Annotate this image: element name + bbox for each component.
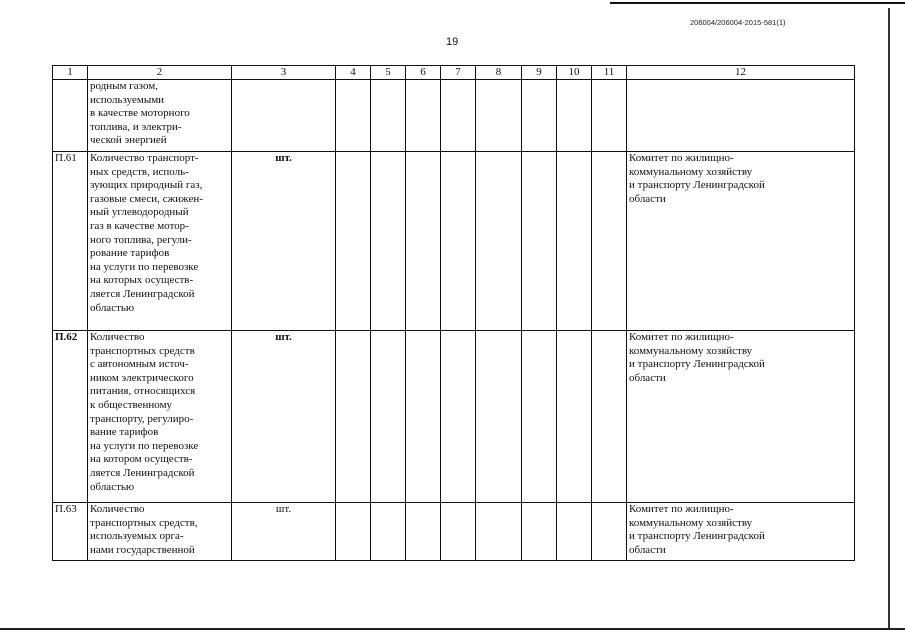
empty-cell <box>476 152 522 331</box>
empty-cell <box>522 80 557 152</box>
row-unit <box>232 80 336 152</box>
row-responsible <box>627 80 855 152</box>
empty-cell <box>592 503 627 561</box>
empty-cell <box>371 503 406 561</box>
row-description: Количество транспортных средств с автономным источ- ником электрического питания, относящихся к общественному транспорту, регулиро- вание тарифов на услуги по перевозке на котором осуществ- ляется Ленинградской областью <box>88 331 232 503</box>
empty-cell <box>336 331 371 503</box>
row-number: П.61 <box>53 152 88 331</box>
page-number: 19 <box>446 36 459 48</box>
empty-cell <box>557 152 592 331</box>
row-responsible: Комитет по жилищно- коммунальному хозяйству и транспорту Ленинградской области <box>627 152 855 331</box>
document-id: 206004/206004-2015-581(1) <box>690 18 786 27</box>
empty-cell <box>592 331 627 503</box>
scan-edge-bottom <box>0 628 905 630</box>
column-header: 10 <box>557 66 592 80</box>
column-header: 2 <box>88 66 232 80</box>
row-number <box>53 80 88 152</box>
empty-cell <box>557 331 592 503</box>
column-header: 12 <box>627 66 855 80</box>
row-unit: шт. <box>232 152 336 331</box>
empty-cell <box>522 503 557 561</box>
column-header: 4 <box>336 66 371 80</box>
empty-cell <box>406 80 441 152</box>
empty-cell <box>557 503 592 561</box>
empty-cell <box>371 331 406 503</box>
empty-cell <box>371 80 406 152</box>
indicators-table <box>52 65 855 561</box>
table-row <box>53 503 855 561</box>
empty-cell <box>476 503 522 561</box>
empty-cell <box>406 503 441 561</box>
empty-cell <box>336 503 371 561</box>
empty-cell <box>441 331 476 503</box>
row-number: П.62 <box>53 331 88 503</box>
empty-cell <box>592 80 627 152</box>
empty-cell <box>522 331 557 503</box>
empty-cell <box>441 80 476 152</box>
empty-cell <box>476 331 522 503</box>
table-row <box>53 80 855 152</box>
scan-edge-right <box>888 8 890 628</box>
empty-cell <box>406 152 441 331</box>
row-unit: шт. <box>232 503 336 561</box>
empty-cell <box>557 80 592 152</box>
row-description: Количество транспорт- ных средств, исполь- зующих природный газ, газовые смеси, сжижен- ный углеводородный газ в качестве мотор- ного топлива, регули- рование тарифов на услуги по перевозке на которых осуществ- ляется Ленинградской областью <box>88 152 232 331</box>
column-header: 6 <box>406 66 441 80</box>
empty-cell <box>336 152 371 331</box>
empty-cell <box>441 503 476 561</box>
row-responsible: Комитет по жилищно- коммунальному хозяйству и транспорту Ленинградской области <box>627 503 855 561</box>
empty-cell <box>336 80 371 152</box>
empty-cell <box>406 331 441 503</box>
column-header: 7 <box>441 66 476 80</box>
row-unit: шт. <box>232 331 336 503</box>
empty-cell <box>592 152 627 331</box>
row-description: родным газом, используемыми в качестве моторного топлива, и электри- ческой энергией <box>88 80 232 152</box>
header-row <box>53 66 855 80</box>
empty-cell <box>441 152 476 331</box>
column-header: 8 <box>476 66 522 80</box>
column-header: 5 <box>371 66 406 80</box>
row-number: П.63 <box>53 503 88 561</box>
column-header: 11 <box>592 66 627 80</box>
empty-cell <box>476 80 522 152</box>
column-header: 1 <box>53 66 88 80</box>
row-description: Количество транспортных средств, используемых орга- нами государственной <box>88 503 232 561</box>
scan-edge-top <box>610 2 905 4</box>
empty-cell <box>371 152 406 331</box>
empty-cell <box>522 152 557 331</box>
table-row <box>53 152 855 331</box>
column-header: 9 <box>522 66 557 80</box>
column-header: 3 <box>232 66 336 80</box>
table-row <box>53 331 855 503</box>
row-responsible: Комитет по жилищно- коммунальному хозяйству и транспорту Ленинградской области <box>627 331 855 503</box>
